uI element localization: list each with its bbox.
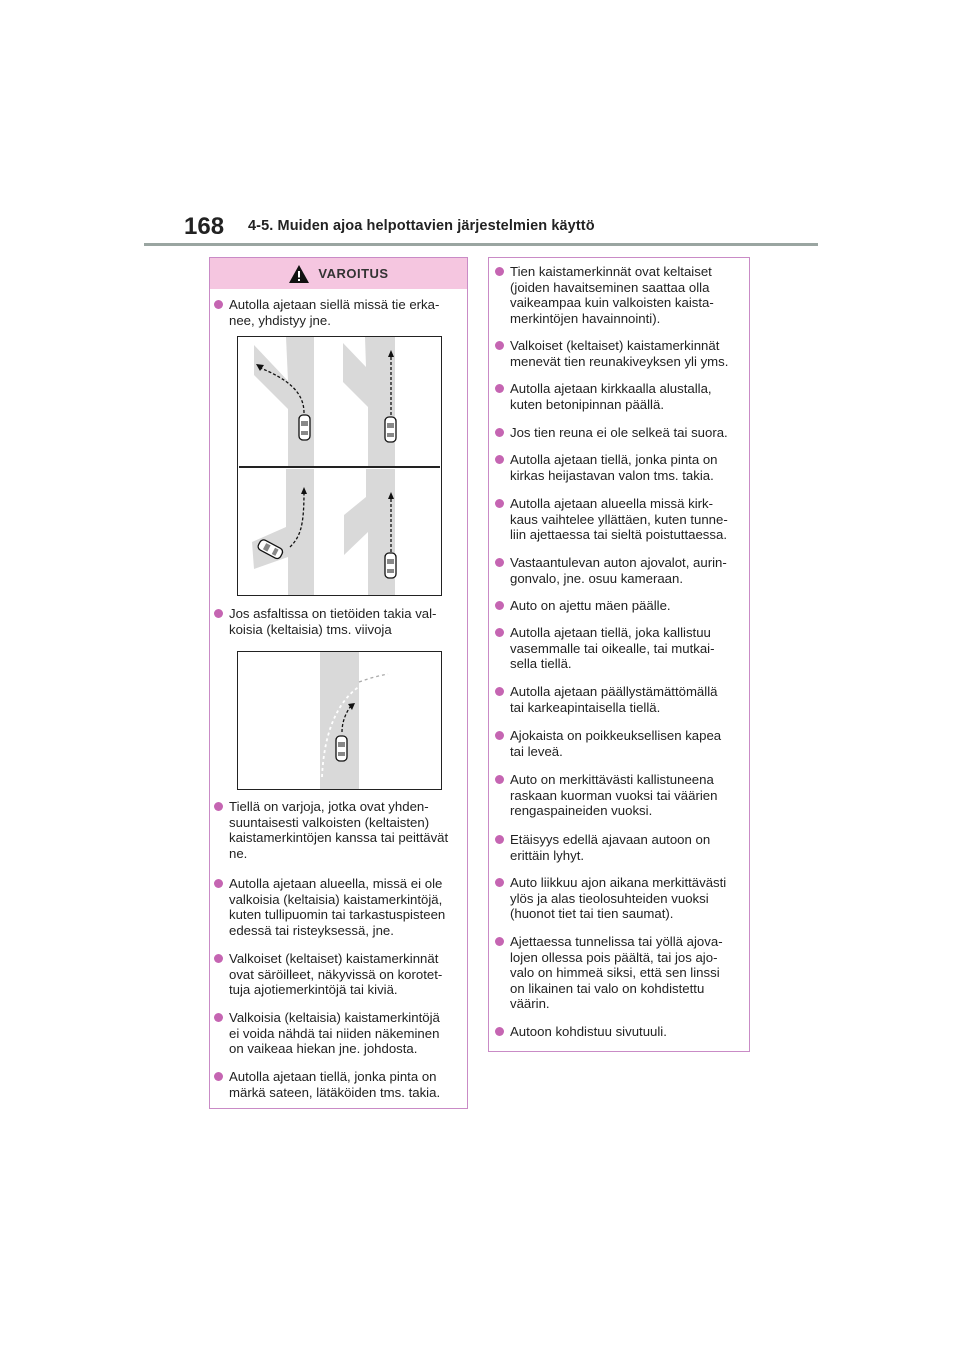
list-item-text: Tiellä on varjoja, jotka ovat yhden- suuntaisesti valkoisten (keltaisten) kaistamerkintöjen kanssa tai peittävät ne. (229, 799, 449, 861)
warning-box-left (209, 257, 468, 1109)
list-item (495, 598, 671, 614)
list-item (214, 1010, 440, 1057)
list-item-text: Autolla ajetaan tiellä, jonka pinta on kirkas heijastavan valon tms. takia. (510, 452, 718, 483)
car-icon (385, 417, 396, 442)
section-title: 4-5. Muiden ajoa helpottavien järjestelmien käyttö (248, 218, 595, 234)
list-item (495, 934, 723, 1012)
list-item-text: Autolla ajetaan siellä missä tie erka- nee, yhdistyy jne. (229, 297, 440, 328)
list-item (214, 606, 436, 637)
list-item-text: Autolla ajetaan alueella missä kirk- kaus vaihtelee yllättäen, kuten tunne- liin ajettaessa tai sieltä poistuttaessa. (510, 496, 728, 543)
road-branch-illustration (238, 337, 441, 595)
list-item (495, 1024, 667, 1040)
list-item (495, 772, 717, 819)
bullet-dot-icon (495, 937, 504, 946)
warning-triangle-icon (288, 264, 310, 284)
list-item (495, 425, 728, 441)
roadwork-line (359, 674, 388, 682)
bullet-dot-icon (495, 1027, 504, 1036)
list-item (495, 832, 710, 863)
list-item (495, 381, 712, 412)
bullet-dot-icon (495, 341, 504, 350)
header-divider (144, 243, 818, 246)
road-shape (320, 652, 359, 789)
bullet-dot-icon (214, 1013, 223, 1022)
list-item-text: Auto on merkittävästi kallistuneena raskaan kuorman vuoksi tai väärien rengaspaineiden vuoksi. (510, 772, 718, 819)
list-item-text: Auto liikkuu ajon aikana merkittävästi ylös ja alas tieolosuhteiden vuoksi (huonot tiet tai tien saumat). (510, 875, 727, 922)
bullet-dot-icon (214, 954, 223, 963)
list-item (214, 799, 448, 861)
car-icon (299, 415, 310, 440)
list-item-text: Autoon kohdistuu sivutuuli. (510, 1024, 667, 1039)
warning-box-right (488, 257, 750, 1052)
list-item-text: Autolla ajetaan tiellä, joka kallistuu vasemmalle tai oikealle, tai mutkai- sella tiellä. (510, 625, 715, 672)
list-item (495, 684, 717, 715)
page-header (0, 0, 960, 250)
list-item (495, 452, 717, 483)
bullet-dot-icon (214, 1072, 223, 1081)
bullet-dot-icon (214, 300, 223, 309)
road-branch-figure (237, 336, 442, 596)
bullet-dot-icon (495, 731, 504, 740)
list-item-text: Autolla ajetaan tiellä, jonka pinta on märkä sateen, lätäköiden tms. takia. (229, 1069, 441, 1100)
bullet-dot-icon (495, 628, 504, 637)
road-shape (254, 337, 314, 467)
bullet-dot-icon (214, 879, 223, 888)
list-item (214, 876, 445, 938)
car-icon (385, 553, 396, 578)
road-shape (252, 469, 314, 595)
bullet-dot-icon (495, 775, 504, 784)
warning-header (210, 258, 467, 289)
list-item-text: Autolla ajetaan kirkkaalla alustalla, kuten betonipinnan päällä. (510, 381, 712, 412)
list-item (495, 496, 728, 543)
list-item-text: Autolla ajetaan päällystämättömällä tai karkeapintaisella tiellä. (510, 684, 718, 715)
list-item (495, 625, 714, 672)
list-item-text: Tien kaistamerkinnät ovat keltaiset (joiden havaitseminen saattaa olla vaikeampaa kuin valkoisten kaista- merkintöjen havainnointi). (510, 264, 714, 326)
list-item-text: Jos tien reuna ei ole selkeä tai suora. (510, 425, 728, 440)
roadworks-illustration (238, 652, 441, 789)
bullet-dot-icon (495, 428, 504, 437)
car-icon (336, 736, 347, 761)
list-item-text: Autolla ajetaan alueella, missä ei ole valkoisia (keltaisia) kaistamerkintöjä, kuten tullipuomin tai tarkastuspisteen edessä tai risteyksessä, jne. (229, 876, 446, 938)
page-number: 168 (184, 213, 225, 240)
bullet-dot-icon (495, 384, 504, 393)
bullet-dot-icon (214, 802, 223, 811)
list-item (495, 264, 714, 326)
list-item-text: Auto on ajettu mäen päälle. (510, 598, 671, 613)
list-item (495, 555, 727, 586)
bullet-dot-icon (495, 687, 504, 696)
list-item (214, 951, 442, 998)
list-item (214, 1069, 440, 1100)
road-shape (343, 337, 395, 467)
list-item (495, 338, 728, 369)
bullet-dot-icon (495, 835, 504, 844)
list-item-text: Ajokaista on poikkeuksellisen kapea tai leveä. (510, 728, 722, 759)
list-item (495, 728, 721, 759)
list-item-text: Vastaantulevan auton ajovalot, aurin- gonvalo, jne. osuu kameraan. (510, 555, 727, 586)
bullet-dot-icon (495, 267, 504, 276)
list-item-text: Ajettaessa tunnelissa tai yöllä ajova- lojen ollessa pois päältä, tai jos ajo- valo on himmeä siksi, että sen linssi on likainen tai valo on kohdistettu väärin. (510, 934, 723, 1012)
bullet-dot-icon (495, 878, 504, 887)
warning-label: VAROITUS (318, 266, 389, 281)
list-item-text: Valkoisia (keltaisia) kaistamerkintöjä ei voida nähdä tai niiden näkeminen on vaikeaa hiekan jne. johdosta. (229, 1010, 440, 1057)
list-item-text: Valkoiset (keltaiset) kaistamerkinnät menevät tien reunakiveyksen yli yms. (510, 338, 729, 369)
roadworks-lines-figure (237, 651, 442, 790)
bullet-dot-icon (495, 558, 504, 567)
list-item-text: Etäisyys edellä ajavaan autoon on erittäin lyhyt. (510, 832, 711, 863)
bullet-dot-icon (214, 609, 223, 618)
list-item (214, 297, 439, 328)
bullet-dot-icon (495, 601, 504, 610)
list-item-text: Valkoiset (keltaiset) kaistamerkinnät ovat säröilleet, näkyvissä on korotet- tuja ajotiemerkintöjä tai kiviä. (229, 951, 443, 998)
bullet-dot-icon (495, 455, 504, 464)
bullet-dot-icon (495, 499, 504, 508)
list-item (495, 875, 726, 922)
list-item-text: Jos asfaltissa on tietöiden takia val- koisia (keltaisia) tms. viivoja (229, 606, 437, 637)
